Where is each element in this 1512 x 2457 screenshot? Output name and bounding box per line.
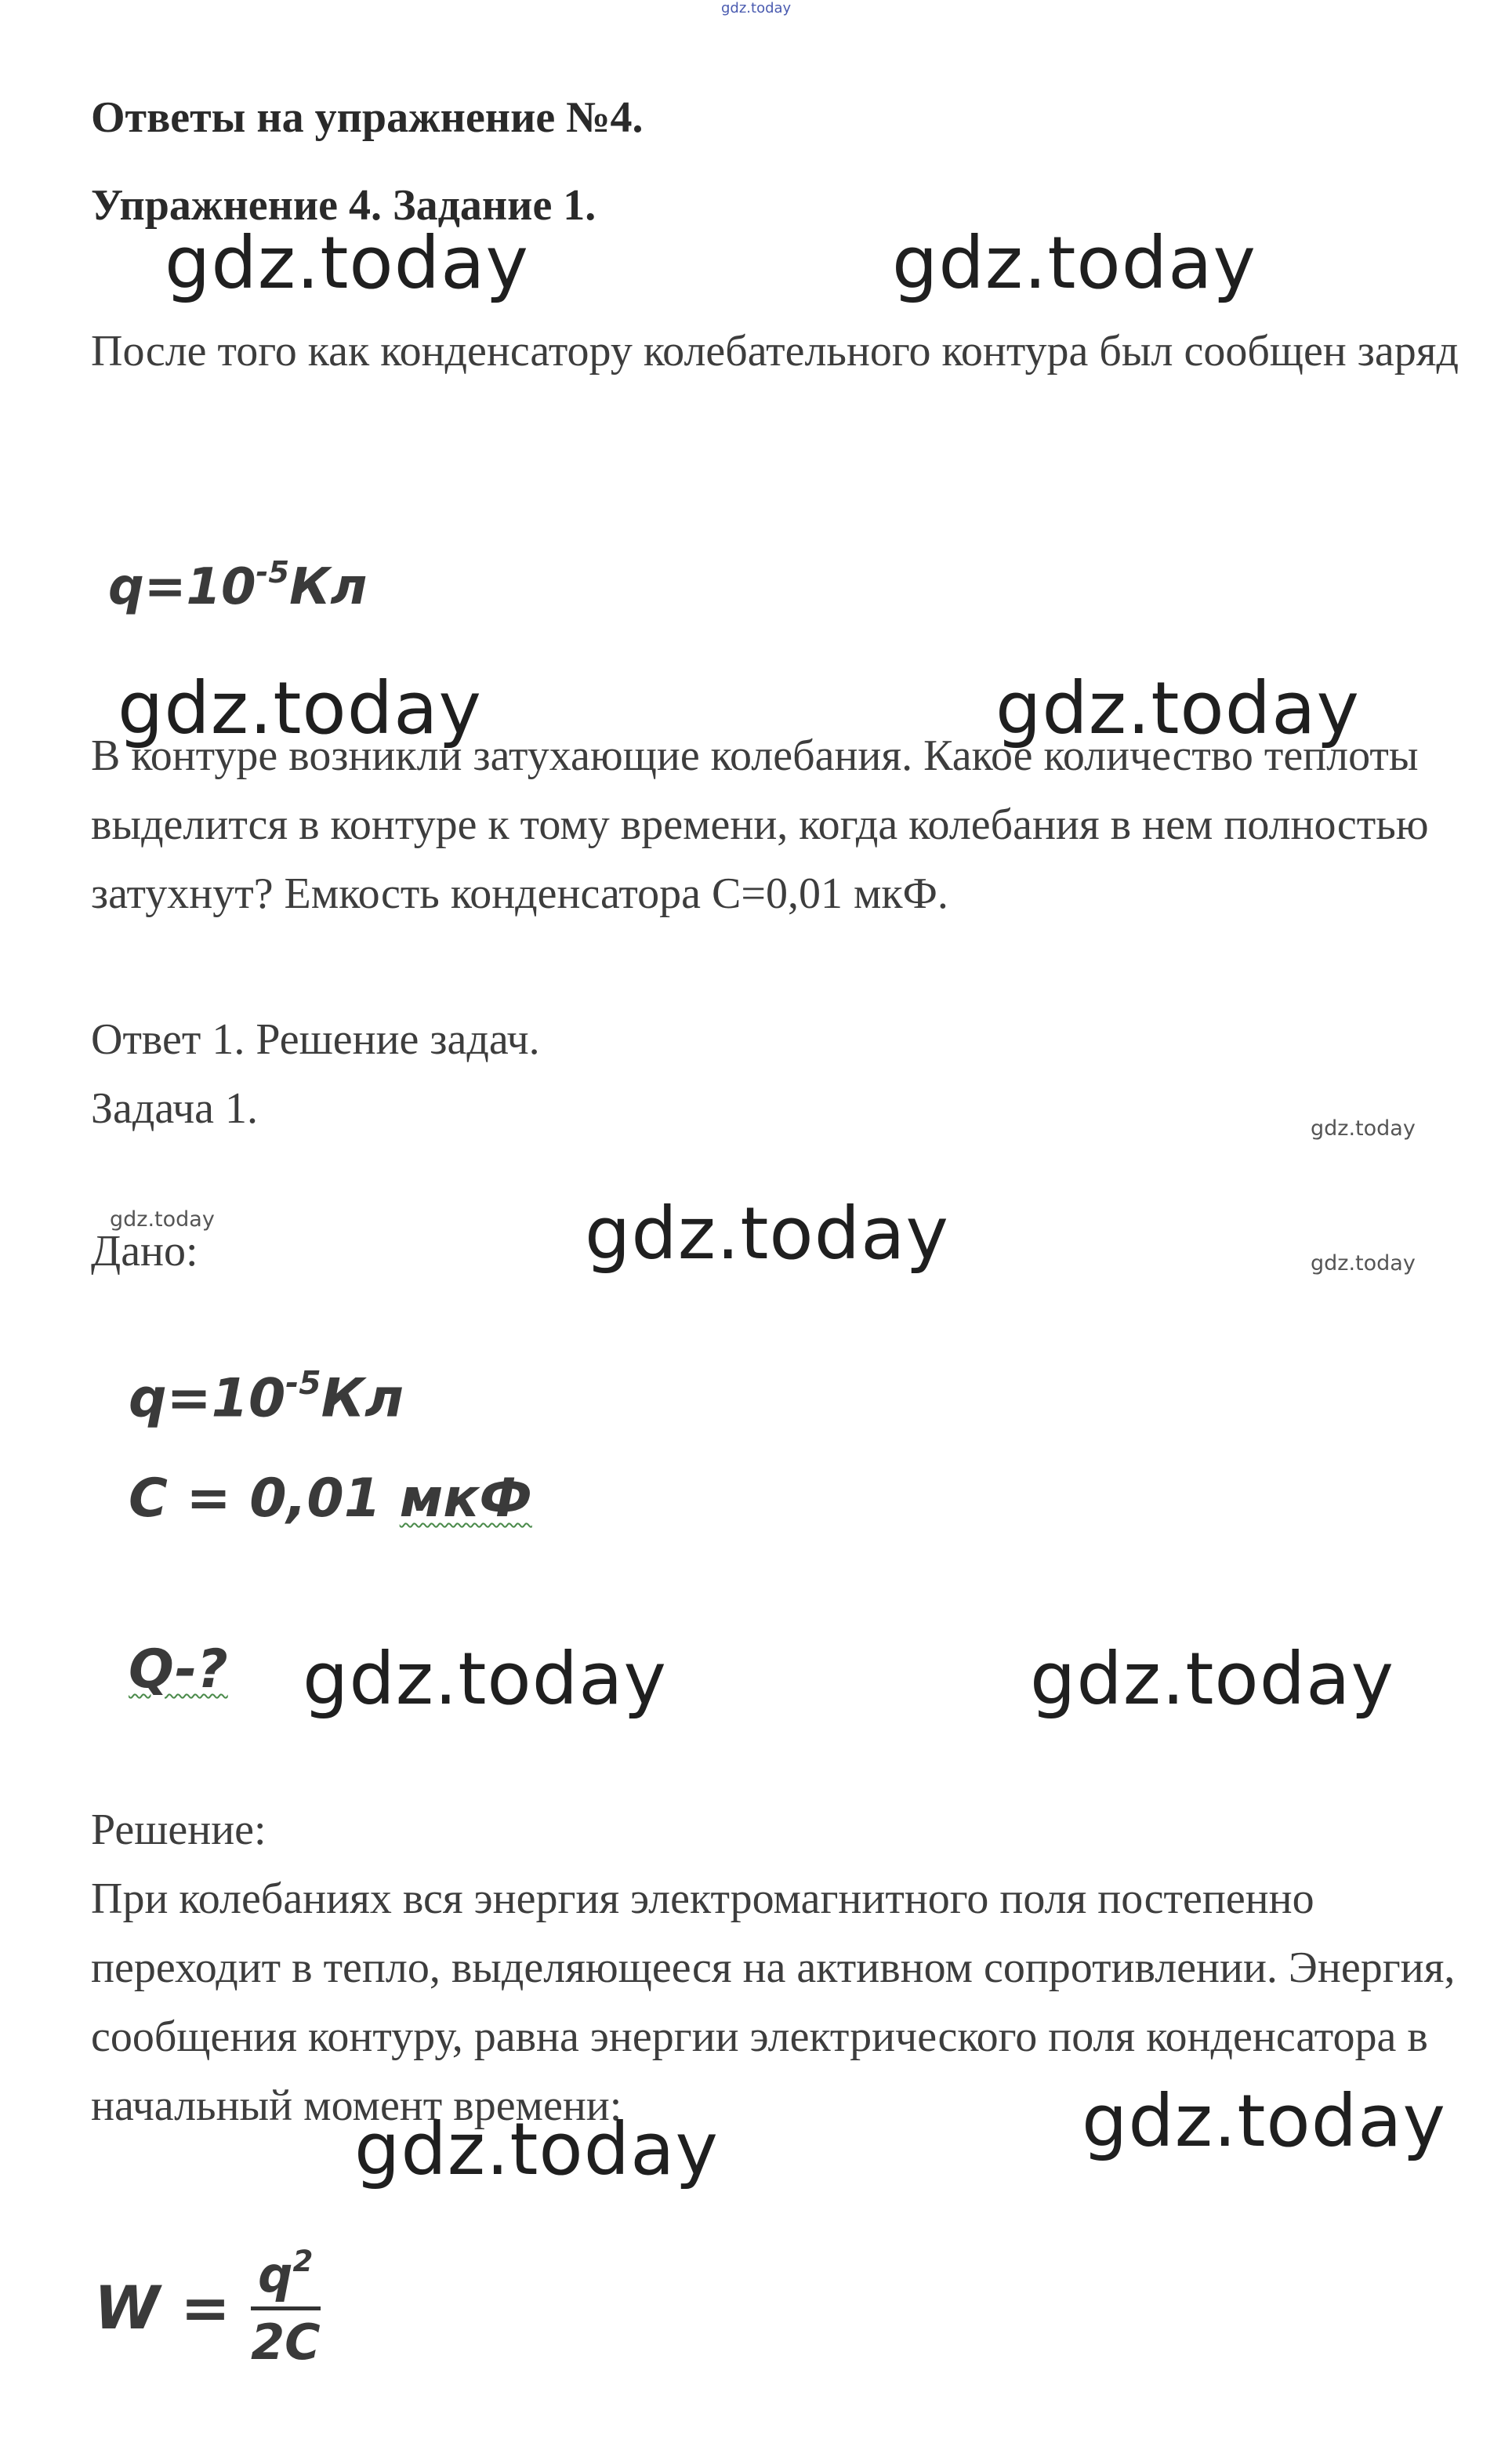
page-title: Ответы на упражнение №4. (91, 93, 644, 142)
numerator-base: q (258, 2246, 293, 2304)
fraction-denominator: 2C (250, 2314, 321, 2372)
problem-intro: После того как конденсатору колебательного контура был сообщен заряд (91, 327, 1459, 376)
watermark: gdz.today (585, 1192, 949, 1276)
solution-label: Решение: (91, 1806, 267, 1854)
given-charge-unit: Кл (321, 1367, 404, 1430)
watermark: gdz.today (1311, 1251, 1416, 1276)
solution-text: При колебаниях вся энергия электромагнитного поля постепенно переходит в тепло, выделяющееся на активном сопротивлении. Энергия, сообщения контуру, равна энергии электрического поля конденсатора в начальный момент времени: (91, 1875, 1456, 2130)
top-watermark: gdz.today (721, 0, 792, 16)
watermark: gdz.today (110, 1207, 215, 1232)
exercise-subtitle: Упражнение 4. Задание 1. (91, 181, 596, 230)
charge-base: q=10 (108, 557, 256, 616)
given-label: Дано: (91, 1227, 198, 1276)
watermark: gdz.today (118, 666, 482, 750)
watermark: gdz.today (995, 666, 1360, 750)
energy-formula-lhs: W = (94, 2272, 230, 2343)
given-charge-exponent: -5 (285, 1364, 321, 1402)
given-charge (129, 1364, 404, 1430)
given-capacitance-value: C = 0,01 (129, 1468, 400, 1530)
watermark: gdz.today (303, 1637, 667, 1721)
charge-formula (108, 555, 367, 616)
energy-fraction (251, 2244, 321, 2371)
given-charge-base: q=10 (129, 1367, 286, 1430)
given-capacitance-unit: мкФ (399, 1468, 532, 1530)
watermark: gdz.today (354, 2107, 719, 2191)
fraction-numerator (258, 2244, 313, 2303)
watermark: gdz.today (1311, 1116, 1416, 1141)
task-label: Задача 1. (91, 1084, 259, 1133)
numerator-exponent: 2 (292, 2244, 314, 2278)
problem-text: В контуре возникли затухающие колебания. Какое количество теплоты выделится в контуре к тому времени, когда колебания в нем полностью затухнут? Емкость конденсатора С=0,01 мкФ. (91, 731, 1429, 918)
charge-exponent: -5 (256, 555, 290, 590)
watermark: gdz.today (892, 221, 1256, 305)
fraction-bar (251, 2306, 321, 2310)
given-capacitance (129, 1468, 532, 1530)
answer-title: Ответ 1. Решение задач. (91, 1015, 540, 1064)
watermark: gdz.today (1030, 1637, 1394, 1721)
find-quantity-text: Q-? (129, 1639, 228, 1700)
watermark: gdz.today (1082, 2079, 1446, 2163)
charge-unit: Кл (289, 557, 368, 616)
find-quantity (129, 1639, 228, 1700)
watermark: gdz.today (165, 221, 529, 305)
energy-formula (94, 2244, 321, 2371)
